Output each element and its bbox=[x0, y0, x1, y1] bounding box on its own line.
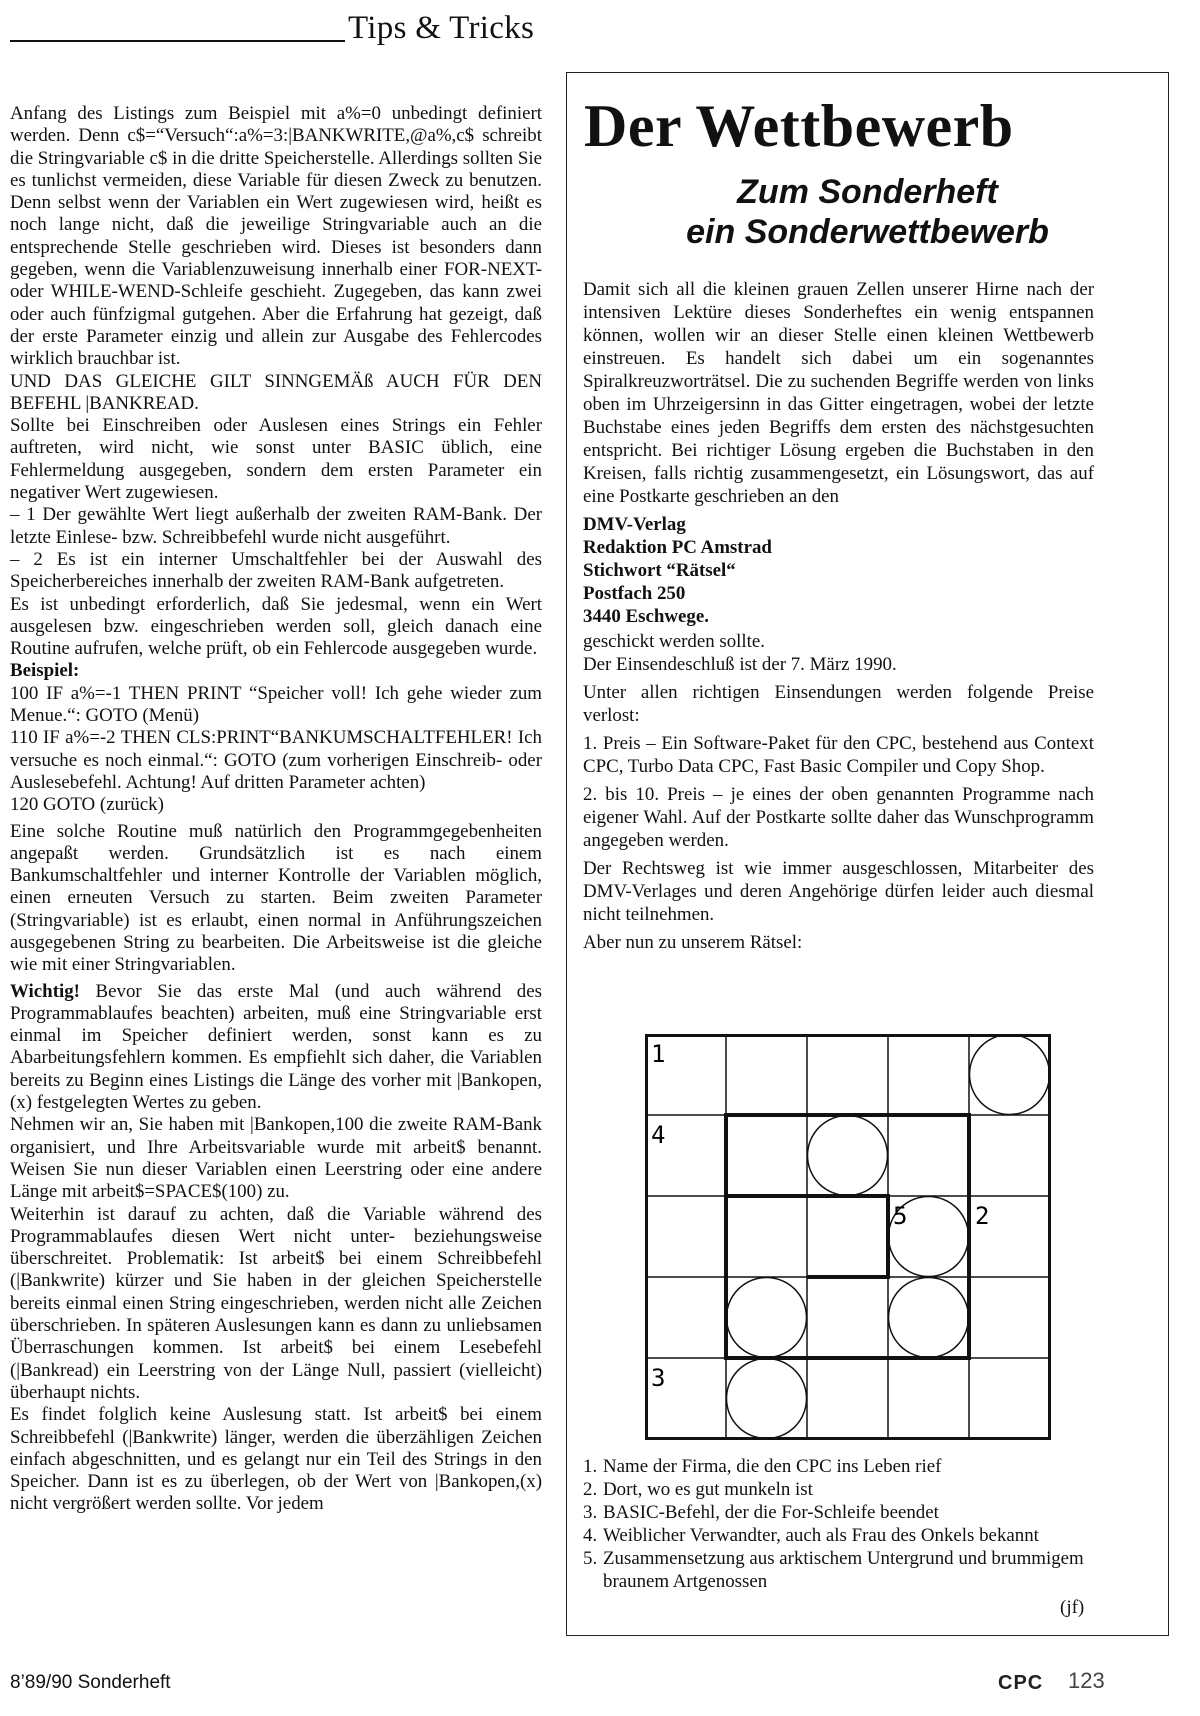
code-line: 110 IF a%=-2 THEN CLS:PRINT“BANKUMSCHALTFEHLER! Ich versuche es noch einmal.“: GOTO (zum vorherigen Einschreib- oder Auslesebefehl. Achtung! Auf dritten Parameter achten) bbox=[10, 727, 542, 793]
grid-number-5: 5 bbox=[893, 1202, 908, 1230]
code-line: 120 GOTO (zurück) bbox=[10, 794, 164, 816]
paragraph: Es ist unbedingt erforderlich, daß Sie jedesmal, wenn ein Wert ausgelesen bzw. eingeschrieben werden soll, gleich danach eine Routine aufrufen, welche prüft, ob ein Fehlercode ausgegeben wurde. bbox=[10, 593, 542, 660]
spiral-crossword-grid bbox=[645, 1034, 1051, 1440]
contest-intro: Damit sich all die kleinen grauen Zellen unserer Hirne nach der intensiven Lektüre dieses Sonderheftes ein wenig entspannen können, wollen wir an dieser Stelle einen kleinen Wettbewerb einstreuen. Es handelt sich dabei um ein sogenanntes Spiralkreuzworträtsel. Die zu suchenden Begriffe werden von links oben im Uhrzeigersinn in das Gitter eingetragen, wobei der letzte Buchstabe eines jeden Begriffs dem ersten des nächstgesuchten entspricht. Bei richtiger Lösung ergeben die Buchstaben in den Kreisen, falls richtig zusammengesetzt, ein Lösungswort, das auf eine Postkarte geschrieben an den bbox=[583, 279, 1094, 507]
contest-body bbox=[583, 278, 1094, 959]
grid-number-1: 1 bbox=[651, 1040, 666, 1068]
prize-2: 2. bis 10. Preis – je eines der oben genannten Programme nach eigener Wahl. Auf der Postkarte sollte daher das Wunschprogramm angegeben werden. bbox=[583, 784, 1094, 851]
magazine-logo: CPC bbox=[998, 1672, 1044, 1694]
paragraph: Es findet folglich keine Auslesung statt. Ist arbeit$ bei einem Schreibbefehl (|Bankwrite) länger, werden die überzähligen Zeichen einfach abgeschnitten, und es gelangt nur ein Teil des Strings in den Speicher. Dann ist es zu überlegen, ob der Wert von |Bankopen,(x) nicht vergrößert werden sollte. Vor jedem bbox=[10, 1404, 542, 1515]
error-code-2: – 2 Es ist ein interner Umschaltfehler bei der Auswahl des Speicherbereiches innerhalb der zweiten RAM-Bank aufgetreten. bbox=[10, 548, 542, 593]
paragraph: Nehmen wir an, Sie haben mit |Bankopen,100 die zweite RAM-Bank organisiert, und Ihre Arbeitsvariable wurde mit arbeit$ benannt. Weisen Sie nun dieser Variablen einen Leerstring oder eine andere Länge mit arbeit$=SPACE$(100) zu. bbox=[10, 1114, 542, 1203]
grid-number-4: 4 bbox=[651, 1121, 666, 1149]
contest-title: Der Wettbewerb bbox=[584, 93, 1014, 159]
paragraph: Eine solche Routine muß natürlich den Programmgegebenheiten angepaßt werden. Grundsätzlich ist es nach einem Bankumschaltfehler und interner Kontrolle der Variablen möglich, einen erneuten Versuch zu starten. Beim zweiten Parameter (Stringvariable) ist es erlaubt, einen normal in Anführungszeichen ausgegebenen String zu bearbeiten. Die Arbeitsweise ist die gleiche wie mit einer Stringvariablen. bbox=[10, 820, 542, 976]
paragraph: Anfang des Listings zum Beispiel mit a%=0 unbedingt definiert werden. Denn c$=“Versuch“:a%=3:|BANKWRITE,@a%,c$ schreibt die Stringvariable c$ in die dritte Speicherstelle. Allerdings sollten Sie es tunlichst vermeiden, diese Variable für diesen Zweck zu benutzen. Denn selbst wenn der Variablen ein Wert zugewiesen wird, heißt es noch lange nicht, daß die jeweilige Stringvariable auch an die entsprechende Stelle geschrieben wird. Dieses ist besonders dann gegeben, wenn die Variablenzuweisung innerhalb einer FOR-NEXT- oder WHILE-WEND-Schleife geschieht. Zugegeben, das kann zwei oder auch fünfzigmal gutgehen. Aber die Erfahrung hat gezeigt, daß der erste Parameter einzig und allein zur Ausgabe des Fehlercodes wirklich brauchbar ist. bbox=[10, 103, 542, 370]
clue-item: 5. Zusammensetzung aus arktischem Untergrund und brummigem braunem Artgenossen bbox=[583, 1548, 1084, 1592]
grid-number-2: 2 bbox=[975, 1202, 990, 1230]
clue-item: 1. Name der Firma, die den CPC ins Leben rief bbox=[583, 1456, 942, 1477]
prize-1: 1. Preis – Ein Software-Paket für den CPC, bestehend aus Context CPC, Turbo Data CPC, Fast Basic Compiler und Copy Shop. bbox=[583, 733, 1094, 777]
clue-item: 2. Dort, wo es gut munkeln ist bbox=[583, 1479, 813, 1500]
paragraph: Sollte bei Einschreiben oder Auslesen eines Strings ein Fehler auftreten, wird nicht, wie sonst unter BASIC üblich, eine Fehlermeldung ausgegeben, sondern dem ersten Parameter ein negativer Wert zugewiesen. bbox=[10, 415, 542, 504]
page-number: 123 bbox=[1068, 1668, 1105, 1693]
clue-item: 4. Weiblicher Verwandter, auch als Frau des Onkels bekannt bbox=[583, 1525, 1039, 1546]
article-left-column bbox=[10, 103, 542, 1516]
error-code-1: – 1 Der gewählte Wert liegt außerhalb der zweiten RAM-Bank. Der letzte Einlese- bzw. Schreibbefehl wurde nicht ausgeführt. bbox=[10, 504, 542, 548]
paragraph: Weiterhin ist darauf zu achten, daß die Variable während des Programmablaufes diesen Wert nicht unter- beziehungsweise überschreitet. Problematik: Ist arbeit$ bei einem Schreibbefehl (|Bankwrite) kürzer und Sie haben in der gleichen Speicherstelle bereits einmal einen String eingeschrieben, werden nicht alle Zeichen überschrieben. In späteren Auslesungen kann es dann zu unliebsamen Überraschungen kommen. Ist arbeit$ bei einem Lesebefehl (|Bankread) ein Leerstring von der Länge Null, passiert (vielleicht) überhaupt nichts. bbox=[10, 1203, 542, 1403]
prizes-intro: Unter allen richtigen Einsendungen werden folgende Preise verlost: bbox=[583, 682, 1094, 726]
header-rule bbox=[10, 40, 345, 42]
grid-number-3: 3 bbox=[651, 1364, 666, 1392]
important-label: Wichtig! bbox=[10, 980, 80, 1002]
issue-label: 8’89/90 Sonderheft bbox=[10, 1672, 171, 1693]
code-line: 100 IF a%=-1 THEN PRINT “Speicher voll! Ich gehe wieder zum Menue.“: GOTO (Menü) bbox=[10, 682, 542, 727]
paragraph: geschickt werden sollte. bbox=[583, 631, 766, 652]
legal-note: Der Rechtsweg ist wie immer ausgeschlossen, Mitarbeiter des DMV-Verlages und deren Angehörige dürfen leider auch diesmal nicht teilnehmen. bbox=[583, 858, 1094, 925]
paragraph: UND DAS GLEICHE GILT SINNGEMÄß AUCH FÜR DEN BEFEHL |BANKREAD. bbox=[10, 370, 542, 414]
postal-address: DMV-Verlag Redaktion PC Amstrad Stichwort “Rätsel“ Postfach 250 3440 Eschwege. bbox=[583, 514, 772, 627]
example-heading: Beispiel: bbox=[10, 660, 80, 682]
puzzle-intro: Aber nun zu unserem Rätsel: bbox=[583, 932, 803, 953]
author-initials: (jf) bbox=[1060, 1597, 1085, 1618]
section-title: Tips & Tricks bbox=[348, 10, 535, 46]
deadline: Der Einsendeschluß ist der 7. März 1990. bbox=[583, 654, 897, 675]
clue-item: 3. BASIC-Befehl, der die For-Schleife beendet bbox=[583, 1502, 939, 1523]
clue-list bbox=[583, 1455, 1103, 1593]
contest-subtitle: Zum Sonderheft ein Sonderwettbewerb bbox=[686, 173, 1049, 251]
important-paragraph: Wichtig! Bevor Sie das erste Mal (und auch während des Programmablaufes beachten) arbeiten, muß eine Stringvariable erst einmal im Speicher definiert werden, sonst kann es zu Abarbeitungsfehlern kommen. Es empfiehlt sich daher, die Variablen bereits zu Beginn eines Listings die Länge des vorher mit |Bankopen,(x) festgelegten Wertes zu geben. bbox=[10, 980, 542, 1114]
